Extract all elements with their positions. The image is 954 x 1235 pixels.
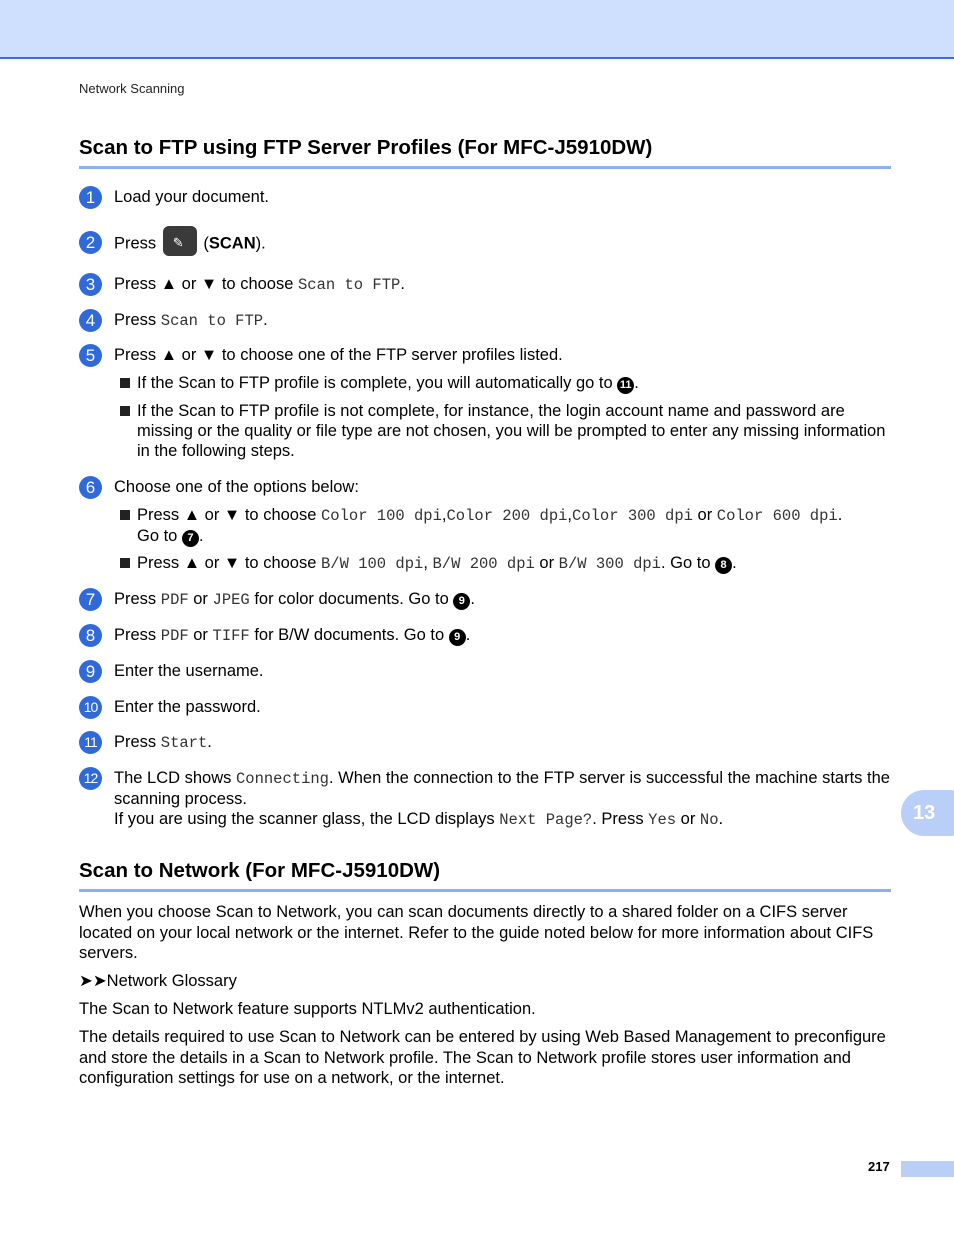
step-text: Enter the password.: [114, 698, 261, 716]
square-bullet-icon: [120, 406, 130, 416]
double-arrow-icon: ➤➤: [79, 972, 107, 990]
step-text: Enter the username.: [114, 662, 264, 680]
step-ref: 9: [453, 593, 470, 610]
step-number: 4: [79, 309, 102, 332]
step-text: Press PDF or TIFF for B/W documents. Go to 9 .: [114, 626, 471, 645]
list-item: If the Scan to FTP profile is complete, you will automatically go to 11 .: [120, 373, 892, 394]
square-bullet-icon: [120, 510, 130, 520]
step-text: Press ✎ (SCAN).: [114, 232, 891, 256]
step-number: 12: [79, 767, 102, 790]
step-number: 6: [79, 476, 102, 499]
step-number: 1: [79, 186, 102, 209]
step-text: Load your document.: [114, 188, 270, 206]
step-text: Press PDF or JPEG for color documents. Go to 9 .: [114, 590, 475, 609]
paragraph: The details required to use Scan to Network can be entered by using Web Based Management to preconfigure and store the details in a Scan to Network profile. The Scan to Network profile stores user information and configuration settings for use on a network, or the internet.: [79, 1028, 886, 1087]
section-title-network: Scan to Network (For MFC-J5910DW): [79, 859, 891, 892]
step-number: 5: [79, 344, 102, 367]
list-item: Press ▲ or ▼ to choose Color 100 dpi,Color 200 dpi,Color 300 dpi or Color 600 dpi. Go to 7 .: [120, 505, 892, 547]
step-text: The LCD shows Connecting. When the connection to the FTP server is successful the machine starts the scanning process. If you are using the scanner glass, the LCD displays Next Page?. Press Yes or No.: [114, 769, 890, 829]
step-number: 3: [79, 273, 102, 296]
step-number: 7: [79, 588, 102, 611]
step-text: Press Start.: [114, 733, 212, 752]
step-text: Press ▲ or ▼ to choose one of the FTP server profiles listed.: [114, 346, 563, 364]
step-number: 8: [79, 624, 102, 647]
page-number: 217: [868, 1159, 890, 1174]
list-item: If the Scan to FTP profile is not complete, for instance, the login account name and password are missing or the quality or file type are not chosen, you will be prompted to enter any missing information in the following steps.: [120, 401, 892, 461]
square-bullet-icon: [120, 378, 130, 388]
chapter-tab: 13: [901, 790, 954, 836]
scan-key-icon: ✎: [163, 226, 197, 256]
step-number: 11: [79, 731, 102, 754]
paragraph: When you choose Scan to Network, you can scan documents directly to a shared folder on a CIFS server located on your local network or the internet. Refer to the guide noted below for more information about CIFS servers.: [79, 903, 874, 962]
step-ref: 7: [182, 530, 199, 547]
step-number: 9: [79, 660, 102, 683]
step-number: 2: [79, 231, 102, 254]
step-ref: 11: [617, 377, 634, 394]
square-bullet-icon: [120, 558, 130, 568]
section-title-ftp: Scan to FTP using FTP Server Profiles (For MFC-J5910DW): [79, 136, 891, 169]
step-ref: 8: [715, 557, 732, 574]
step-number: 10: [79, 696, 102, 719]
list-item: Press ▲ or ▼ to choose B/W 100 dpi, B/W 200 dpi or B/W 300 dpi. Go to 8 .: [120, 553, 892, 574]
step-ref: 9: [449, 629, 466, 646]
glossary-reference: ➤➤Network Glossary: [79, 972, 237, 990]
step-text: Press Scan to FTP.: [114, 311, 268, 330]
paragraph: The Scan to Network feature supports NTLMv2 authentication.: [79, 1000, 536, 1018]
step-text: Choose one of the options below:: [114, 478, 359, 496]
step-text: Press ▲ or ▼ to choose Scan to FTP.: [114, 275, 405, 294]
running-head: Network Scanning: [79, 81, 185, 96]
header-band: [0, 0, 954, 59]
page-number-bar: [901, 1161, 954, 1177]
